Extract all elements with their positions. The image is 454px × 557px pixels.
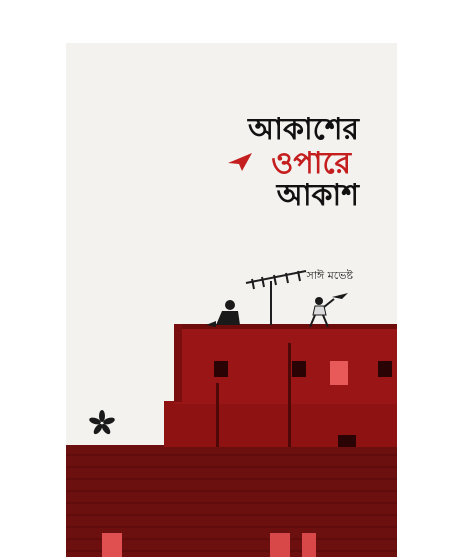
sitting-person: [206, 300, 240, 327]
building-upper: [174, 324, 397, 404]
title-line-3: আকাশ: [276, 178, 359, 213]
lower-window-1: [102, 533, 122, 557]
toy-plane-icon: [332, 293, 348, 299]
title-line-2: ওপারে: [271, 146, 351, 181]
drain-pipe-2: [288, 343, 291, 447]
lower-window-3: [302, 533, 316, 557]
author-name: সাঈ মভেষ্ট: [306, 269, 353, 282]
window-dark-3: [378, 361, 392, 377]
door-dark: [338, 435, 356, 447]
window-lit: [330, 361, 348, 385]
lower-window-2: [270, 533, 290, 557]
parapet-post: [174, 324, 182, 402]
book-cover: [66, 43, 397, 557]
title-line-1: আকাশের: [248, 112, 359, 147]
paper-plane-icon: [228, 153, 252, 171]
tv-antenna: [246, 271, 306, 325]
window-dark-1: [214, 361, 228, 377]
flower-logo: [88, 410, 115, 436]
standing-person: [310, 297, 334, 327]
drain-pipe-1: [216, 383, 219, 447]
building-lower: [164, 401, 397, 447]
window-dark-2: [292, 361, 306, 377]
